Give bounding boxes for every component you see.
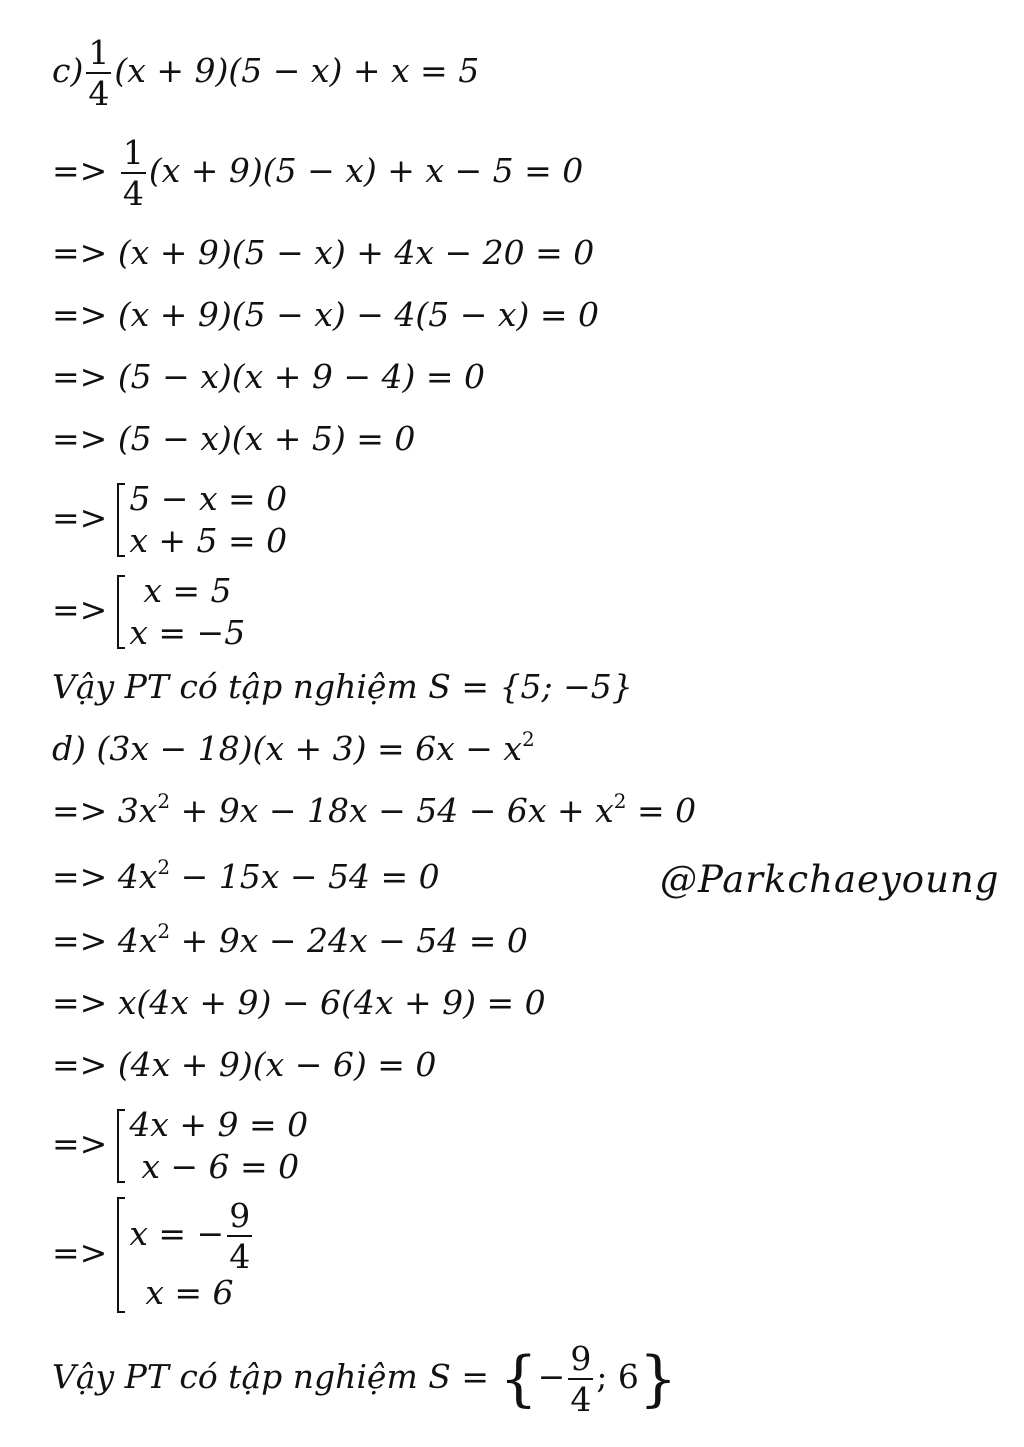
part-c-step-1: => $\frac{1}{4}$ (x + 9)(5 − x) + x − 5 = 0 xyxy=(52,133,584,213)
part-c-system-1: => 5 − x = 0 x + 5 = 0 xyxy=(52,479,288,560)
fraction-nine-quarters: $\frac{9}{4}$ xyxy=(229,1196,251,1276)
part-c-conclusion: Vậy PT có tập nghiệm S = {5; −5} xyxy=(52,667,633,706)
part-c-step-4: => (5 − x)(x + 9 − 4) = 0 xyxy=(52,357,486,396)
part-d-step-5: => (4x + 9)(x − 6) = 0 xyxy=(52,1045,437,1084)
part-d-label: d) xyxy=(52,729,86,768)
system-bracket xyxy=(117,1109,125,1183)
part-d-step-1: => $3x^2 + 9x - 18x - 54 - 6x + x^2 = 0$ xyxy=(52,789,697,830)
part-d-step-4: => x(4x + 9) − 6(4x + 9) = 0 xyxy=(52,983,546,1022)
part-c-step-3: => (x + 9)(5 − x) − 4(5 − x) = 0 xyxy=(52,295,600,334)
system-bracket xyxy=(117,1197,125,1313)
fraction-one-quarter: $\frac{1}{4}$ xyxy=(88,33,110,113)
part-d-step-3: => $4x^2 + 9x - 24x - 54 = 0$ xyxy=(52,919,528,960)
right-brace: } xyxy=(638,1344,678,1414)
part-c-equation: c) $\frac{1}{4}$ (x + 9)(5 − x) + x = 5 xyxy=(52,33,480,113)
part-c-step-2: => (x + 9)(5 − x) + 4x − 20 = 0 xyxy=(52,233,595,272)
system-bracket xyxy=(117,483,125,557)
part-c-step-5: => (5 − x)(x + 5) = 0 xyxy=(52,419,416,458)
part-d-conclusion: Vậy PT có tập nghiệm S = {− $\frac{9}{4}$ ; 6} xyxy=(52,1339,678,1419)
part-d-step-2: => $4x^2 - 15x - 54 = 0$ xyxy=(52,855,440,896)
part-c-system-2: => x = 5 x = −5 xyxy=(52,571,246,652)
fraction-nine-quarters: $\frac{9}{4}$ xyxy=(570,1339,592,1419)
system-bracket xyxy=(117,575,125,649)
left-brace: { xyxy=(499,1344,538,1414)
part-d-system-1: => 4x + 9 = 0 x − 6 = 0 xyxy=(52,1105,309,1186)
part-d-equation: d) $(3x - 18)(x + 3) = 6x - x^2$ xyxy=(52,727,535,768)
part-c-label: c) xyxy=(52,51,84,90)
fraction-one-quarter: $\frac{1}{4}$ xyxy=(122,133,144,213)
author-watermark: @Parkchaeyoung xyxy=(660,858,1000,901)
part-d-system-2: => x = − $\frac{9}{4}$ x = 6 xyxy=(52,1196,251,1312)
